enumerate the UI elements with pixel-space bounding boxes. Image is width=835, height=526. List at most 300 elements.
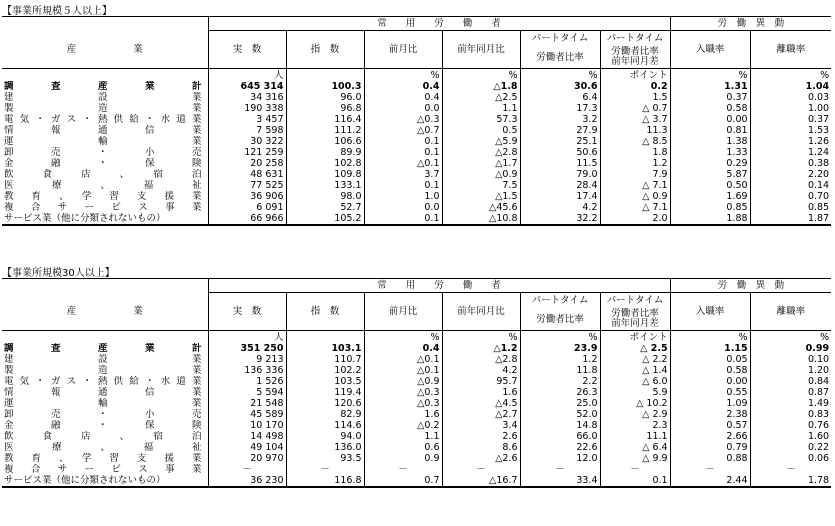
table-row [2, 213, 831, 225]
value-cell: － [442, 464, 520, 475]
value-cell: 0.99 [750, 343, 831, 354]
industry-label: 飲 食 店 、 宿 泊 [4, 169, 202, 180]
value-cell: 0.58 [670, 103, 750, 114]
value-cell: △16.7 [442, 475, 520, 487]
value-cell: 2.3 [600, 420, 670, 431]
value-cell: 4.2 [442, 365, 520, 376]
value-cell: 11.1 [600, 431, 670, 442]
value-cell: 109.8 [286, 169, 364, 180]
industry-label: 電気・ガス・熱供給・水道業 [4, 376, 202, 387]
value-cell: 1.1 [442, 103, 520, 114]
value-cell: 100.3 [286, 81, 364, 92]
value-cell: 0.70 [750, 191, 831, 202]
value-cell: △2.5 [442, 92, 520, 103]
value-cell: 95.7 [442, 376, 520, 387]
value-cell: 0.29 [670, 158, 750, 169]
value-cell: 2.0 [600, 213, 670, 225]
statistics-table [2, 16, 831, 226]
value-cell: 2.6 [442, 431, 520, 442]
value-cell: 0.79 [670, 442, 750, 453]
table-row [2, 103, 831, 114]
value-cell: 14 498 [208, 431, 286, 442]
industry-label: 複 合 サ ー ビ ス 事 業 [4, 202, 202, 213]
value-cell: 0.85 [750, 202, 831, 213]
table-row [2, 81, 831, 92]
header-pt-diff-bottom [600, 46, 670, 69]
value-cell: 96.0 [286, 92, 364, 103]
value-cell: 94.0 [286, 431, 364, 442]
industry-label: 情 報 通 信 業 [4, 387, 202, 398]
value-cell: △ 1.4 [600, 365, 670, 376]
header-pt-ratio-top: パートタイム [520, 31, 600, 47]
table-row [2, 147, 831, 158]
value-cell: 3.4 [442, 420, 520, 431]
unit-label: % [364, 331, 442, 344]
section-caption: 【事業所規模30人以上】 [2, 268, 115, 279]
industry-label: サービス業（他に分類されないもの） [2, 213, 208, 225]
header-pt-diff-bottom [600, 308, 670, 331]
table-row [2, 191, 831, 202]
table-row [2, 114, 831, 125]
value-cell: 10 170 [208, 420, 286, 431]
value-cell: 0.03 [750, 92, 831, 103]
value-cell: △0.1 [364, 365, 442, 376]
industry-label: 教 育 、 学 習 支 援 業 [4, 191, 202, 202]
value-cell: 30.6 [520, 81, 600, 92]
industry-label: 調 査 産 業 計 [4, 81, 202, 92]
value-cell: △1.2 [442, 343, 520, 354]
header-count: 実 数 [208, 31, 286, 69]
value-cell: △ 8.5 [600, 136, 670, 147]
header-pt-ratio-top: パートタイム [520, 293, 600, 309]
header-pt-diff-top: パートタイム [600, 293, 670, 309]
value-cell: △ 7.1 [600, 180, 670, 191]
group-labor-turnover: 労 働 異 動 [670, 279, 831, 293]
value-cell: 50.6 [520, 147, 600, 158]
value-cell: 8.6 [442, 442, 520, 453]
value-cell: △1.5 [442, 191, 520, 202]
value-cell: － [364, 464, 442, 475]
value-cell: 23.9 [520, 343, 600, 354]
value-cell: 120.6 [286, 398, 364, 409]
value-cell: △0.3 [364, 398, 442, 409]
unit-label: ポイント [600, 69, 670, 82]
value-cell: 116.4 [286, 114, 364, 125]
value-cell: 27.9 [520, 125, 600, 136]
value-cell: 0.4 [364, 92, 442, 103]
value-cell: 1.24 [750, 147, 831, 158]
section-caption: 【事業所規模５人以上】 [2, 6, 112, 17]
value-cell: － [750, 464, 831, 475]
industry-label: 調 査 産 業 計 [4, 343, 202, 354]
industry-label: 医 療 、 福 祉 [4, 442, 202, 453]
value-cell: 102.8 [286, 158, 364, 169]
value-cell: 1.33 [670, 147, 750, 158]
unit-label: 人 [208, 69, 286, 82]
value-cell: 1.88 [670, 213, 750, 225]
value-cell: △1.7 [442, 158, 520, 169]
value-cell: 102.2 [286, 365, 364, 376]
table-row [2, 420, 831, 431]
value-cell: 0.37 [750, 114, 831, 125]
value-cell: 0.38 [750, 158, 831, 169]
value-cell: △ 0.7 [600, 103, 670, 114]
industry-label: 製 造 業 [4, 365, 202, 376]
group-labor-turnover: 労 働 異 動 [670, 17, 831, 31]
header-separation-rate: 離職率 [750, 293, 831, 331]
table-row [2, 475, 831, 487]
value-cell: － [600, 464, 670, 475]
table-row [2, 180, 831, 191]
unit-label: ポイント [600, 331, 670, 344]
header-hire-rate: 入職率 [670, 293, 750, 331]
value-cell: 1.2 [520, 354, 600, 365]
value-cell: 0.00 [670, 114, 750, 125]
value-cell: 22.6 [520, 442, 600, 453]
header-count: 実 数 [208, 293, 286, 331]
unit-blank [2, 331, 208, 344]
value-cell: △2.8 [442, 354, 520, 365]
group-regular-workers: 常 用 労 働 者 [208, 17, 670, 31]
value-cell: △0.9 [364, 376, 442, 387]
value-cell: △5.9 [442, 136, 520, 147]
value-cell: 2.2 [520, 376, 600, 387]
table-row [2, 169, 831, 180]
value-cell: 0.5 [442, 125, 520, 136]
value-cell: △0.2 [364, 420, 442, 431]
value-cell: 1.5 [600, 92, 670, 103]
value-cell: 17.4 [520, 191, 600, 202]
value-cell: 116.8 [286, 475, 364, 487]
value-cell: 96.8 [286, 103, 364, 114]
industry-label: サービス業（他に分類されないもの） [2, 475, 208, 487]
value-cell: 1.15 [670, 343, 750, 354]
value-cell: 119.4 [286, 387, 364, 398]
value-cell: △0.3 [364, 114, 442, 125]
value-cell: 2.44 [670, 475, 750, 487]
value-cell: 4.2 [520, 202, 600, 213]
value-cell: 7.5 [442, 180, 520, 191]
value-cell: 1.00 [750, 103, 831, 114]
header-pt-diff-mid: 労働者比率 [611, 46, 659, 57]
table-row [2, 398, 831, 409]
value-cell: 52.7 [286, 202, 364, 213]
value-cell: △2.7 [442, 409, 520, 420]
value-cell: － [670, 464, 750, 475]
unit-label: % [442, 331, 520, 344]
value-cell: 0.84 [750, 376, 831, 387]
value-cell: 0.6 [364, 442, 442, 453]
value-cell: 1.60 [750, 431, 831, 442]
value-cell: 9 213 [208, 354, 286, 365]
value-cell: 110.7 [286, 354, 364, 365]
table-row [2, 409, 831, 420]
value-cell: 1.04 [750, 81, 831, 92]
industry-label: 卸 売 ・ 小 売 [4, 147, 202, 158]
value-cell: 351 250 [208, 343, 286, 354]
header-pt-ratio-bottom: 労働者比率 [520, 46, 600, 69]
table-row [2, 125, 831, 136]
value-cell: 30 322 [208, 136, 286, 147]
table-row [2, 202, 831, 213]
header-year-on-year: 前年同月比 [442, 293, 520, 331]
table-row [2, 387, 831, 398]
value-cell: 103.5 [286, 376, 364, 387]
header-pt-ratio-bottom: 労働者比率 [520, 308, 600, 331]
header-month-on-month: 前月比 [364, 31, 442, 69]
value-cell: △ 7.1 [600, 202, 670, 213]
value-cell: 136 336 [208, 365, 286, 376]
value-cell: 1.6 [364, 409, 442, 420]
unit-label: % [442, 69, 520, 82]
header-industry: 産 業 [66, 43, 143, 55]
value-cell: 34 316 [208, 92, 286, 103]
value-cell: 5 594 [208, 387, 286, 398]
value-cell: 0.50 [670, 180, 750, 191]
value-cell: △1.8 [442, 81, 520, 92]
value-cell: △ 2.9 [600, 409, 670, 420]
industry-label: 建 設 業 [4, 92, 202, 103]
value-cell: 25.0 [520, 398, 600, 409]
table-row [2, 354, 831, 365]
value-cell: 77 525 [208, 180, 286, 191]
value-cell: △ 10.2 [600, 398, 670, 409]
value-cell: 1.8 [600, 147, 670, 158]
value-cell: 3.2 [520, 114, 600, 125]
header-blank [2, 17, 208, 31]
header-index: 指 数 [286, 293, 364, 331]
value-cell: 28.4 [520, 180, 600, 191]
value-cell: 0.37 [670, 92, 750, 103]
header-blank [2, 279, 208, 293]
value-cell: 49 104 [208, 442, 286, 453]
value-cell: 14.8 [520, 420, 600, 431]
table-row [2, 343, 831, 354]
industry-label: 教 育 、 学 習 支 援 業 [4, 453, 202, 464]
table-row [2, 92, 831, 103]
value-cell: 98.0 [286, 191, 364, 202]
statistics-table [2, 278, 831, 488]
value-cell: 79.0 [520, 169, 600, 180]
value-cell: 1.87 [750, 213, 831, 225]
value-cell: － [286, 464, 364, 475]
value-cell: 26.3 [520, 387, 600, 398]
value-cell: 0.22 [750, 442, 831, 453]
value-cell: 1.31 [670, 81, 750, 92]
value-cell: 6 091 [208, 202, 286, 213]
industry-label: 飲 食 店 、 宿 泊 [4, 431, 202, 442]
unit-label: % [750, 69, 831, 82]
industry-label: 情 報 通 信 業 [4, 125, 202, 136]
value-cell: △0.3 [364, 387, 442, 398]
value-cell: △2.6 [442, 453, 520, 464]
industry-label: 運 輸 業 [4, 136, 202, 147]
table-row [2, 136, 831, 147]
value-cell: 1.20 [750, 365, 831, 376]
industry-label: 運 輸 業 [4, 398, 202, 409]
value-cell: 0.1 [364, 213, 442, 225]
value-cell: 1.69 [670, 191, 750, 202]
value-cell: 1.38 [670, 136, 750, 147]
table-row [2, 442, 831, 453]
value-cell: 0.55 [670, 387, 750, 398]
value-cell: － [208, 464, 286, 475]
value-cell: 1.1 [364, 431, 442, 442]
value-cell: 21 548 [208, 398, 286, 409]
table-row [2, 376, 831, 387]
industry-label: 電気・ガス・熱供給・水道業 [4, 114, 202, 125]
value-cell: 2.38 [670, 409, 750, 420]
value-cell: 0.7 [364, 475, 442, 487]
value-cell: 645 314 [208, 81, 286, 92]
value-cell: 7.9 [600, 169, 670, 180]
value-cell: 103.1 [286, 343, 364, 354]
unit-label: % [670, 69, 750, 82]
header-month-on-month: 前月比 [364, 293, 442, 331]
value-cell: 1.0 [364, 191, 442, 202]
header-pt-diff-top: パートタイム [600, 31, 670, 47]
value-cell: 25.1 [520, 136, 600, 147]
value-cell: 0.1 [600, 475, 670, 487]
unit-blank [2, 69, 208, 82]
value-cell: △0.9 [442, 169, 520, 180]
value-cell: 1.6 [442, 387, 520, 398]
value-cell: 52.0 [520, 409, 600, 420]
value-cell: 45 589 [208, 409, 286, 420]
industry-label: 金 融 ・ 保 険 [4, 420, 202, 431]
header-year-on-year: 前年同月比 [442, 31, 520, 69]
unit-label: % [520, 331, 600, 344]
value-cell: 106.6 [286, 136, 364, 147]
value-cell: 5.9 [600, 387, 670, 398]
value-cell: 114.6 [286, 420, 364, 431]
value-cell: 0.87 [750, 387, 831, 398]
value-cell: 0.85 [670, 202, 750, 213]
value-cell: 0.57 [670, 420, 750, 431]
value-cell: 1.09 [670, 398, 750, 409]
value-cell: 36 906 [208, 191, 286, 202]
industry-label: 製 造 業 [4, 103, 202, 114]
value-cell: 0.1 [364, 180, 442, 191]
unit-label [286, 331, 364, 344]
value-cell: 190 338 [208, 103, 286, 114]
header-index: 指 数 [286, 31, 364, 69]
value-cell: 1.2 [600, 158, 670, 169]
value-cell: 0.1 [364, 147, 442, 158]
value-cell: △0.1 [364, 354, 442, 365]
value-cell: 3 457 [208, 114, 286, 125]
value-cell: 105.2 [286, 213, 364, 225]
value-cell: 11.3 [600, 125, 670, 136]
value-cell: 93.5 [286, 453, 364, 464]
value-cell: △ 6.4 [600, 442, 670, 453]
value-cell: 0.1 [364, 136, 442, 147]
value-cell: △0.7 [364, 125, 442, 136]
value-cell: 20 258 [208, 158, 286, 169]
value-cell: 0.05 [670, 354, 750, 365]
value-cell: △ 2.5 [600, 343, 670, 354]
value-cell: 20 970 [208, 453, 286, 464]
table-row [2, 431, 831, 442]
value-cell: 1 526 [208, 376, 286, 387]
value-cell: 89.9 [286, 147, 364, 158]
value-cell: 2.66 [670, 431, 750, 442]
value-cell: 0.58 [670, 365, 750, 376]
value-cell: 1.53 [750, 125, 831, 136]
value-cell: 0.14 [750, 180, 831, 191]
value-cell: 11.5 [520, 158, 600, 169]
header-pt-diff-mid: 労働者比率 [611, 308, 659, 319]
group-regular-workers: 常 用 労 働 者 [208, 279, 670, 293]
value-cell: 133.1 [286, 180, 364, 191]
table-row [2, 453, 831, 464]
industry-label: 金 融 ・ 保 険 [4, 158, 202, 169]
value-cell: △45.6 [442, 202, 520, 213]
value-cell: 0.83 [750, 409, 831, 420]
value-cell: 0.0 [364, 202, 442, 213]
value-cell: 1.26 [750, 136, 831, 147]
unit-label: % [364, 69, 442, 82]
unit-label: 人 [208, 331, 286, 344]
value-cell: 6.4 [520, 92, 600, 103]
table-row [2, 158, 831, 169]
unit-label: % [750, 331, 831, 344]
value-cell: 12.0 [520, 453, 600, 464]
value-cell: 0.76 [750, 420, 831, 431]
value-cell: 33.4 [520, 475, 600, 487]
value-cell: △ 6.0 [600, 376, 670, 387]
value-cell: △2.8 [442, 147, 520, 158]
value-cell: 1.78 [750, 475, 831, 487]
value-cell: 0.06 [750, 453, 831, 464]
industry-label: 卸 売 ・ 小 売 [4, 409, 202, 420]
value-cell: △0.1 [364, 158, 442, 169]
value-cell: 57.3 [442, 114, 520, 125]
value-cell: △10.8 [442, 213, 520, 225]
value-cell: 17.3 [520, 103, 600, 114]
table-row [2, 365, 831, 376]
industry-label: 医 療 、 福 祉 [4, 180, 202, 191]
value-cell: 2.20 [750, 169, 831, 180]
value-cell: 66 966 [208, 213, 286, 225]
value-cell: 136.0 [286, 442, 364, 453]
unit-label [286, 69, 364, 82]
value-cell: △ 2.2 [600, 354, 670, 365]
value-cell: 36 230 [208, 475, 286, 487]
header-pt-diff-year: 前年同月差 [611, 318, 659, 329]
value-cell: 0.81 [670, 125, 750, 136]
value-cell: 0.0 [364, 103, 442, 114]
value-cell: △ 0.9 [600, 191, 670, 202]
industry-label: 複 合 サ ー ビ ス 事 業 [4, 464, 202, 475]
value-cell: 48 631 [208, 169, 286, 180]
unit-label: % [520, 69, 600, 82]
value-cell: 0.00 [670, 376, 750, 387]
value-cell: △4.5 [442, 398, 520, 409]
value-cell: 0.4 [364, 81, 442, 92]
value-cell: 0.10 [750, 354, 831, 365]
header-hire-rate: 入職率 [670, 31, 750, 69]
value-cell: 0.9 [364, 453, 442, 464]
value-cell: 1.49 [750, 398, 831, 409]
value-cell: 32.2 [520, 213, 600, 225]
header-industry: 産 業 [66, 305, 143, 317]
value-cell: 5.87 [670, 169, 750, 180]
value-cell: 82.9 [286, 409, 364, 420]
value-cell: 7 598 [208, 125, 286, 136]
industry-label: 建 設 業 [4, 354, 202, 365]
value-cell: － [520, 464, 600, 475]
